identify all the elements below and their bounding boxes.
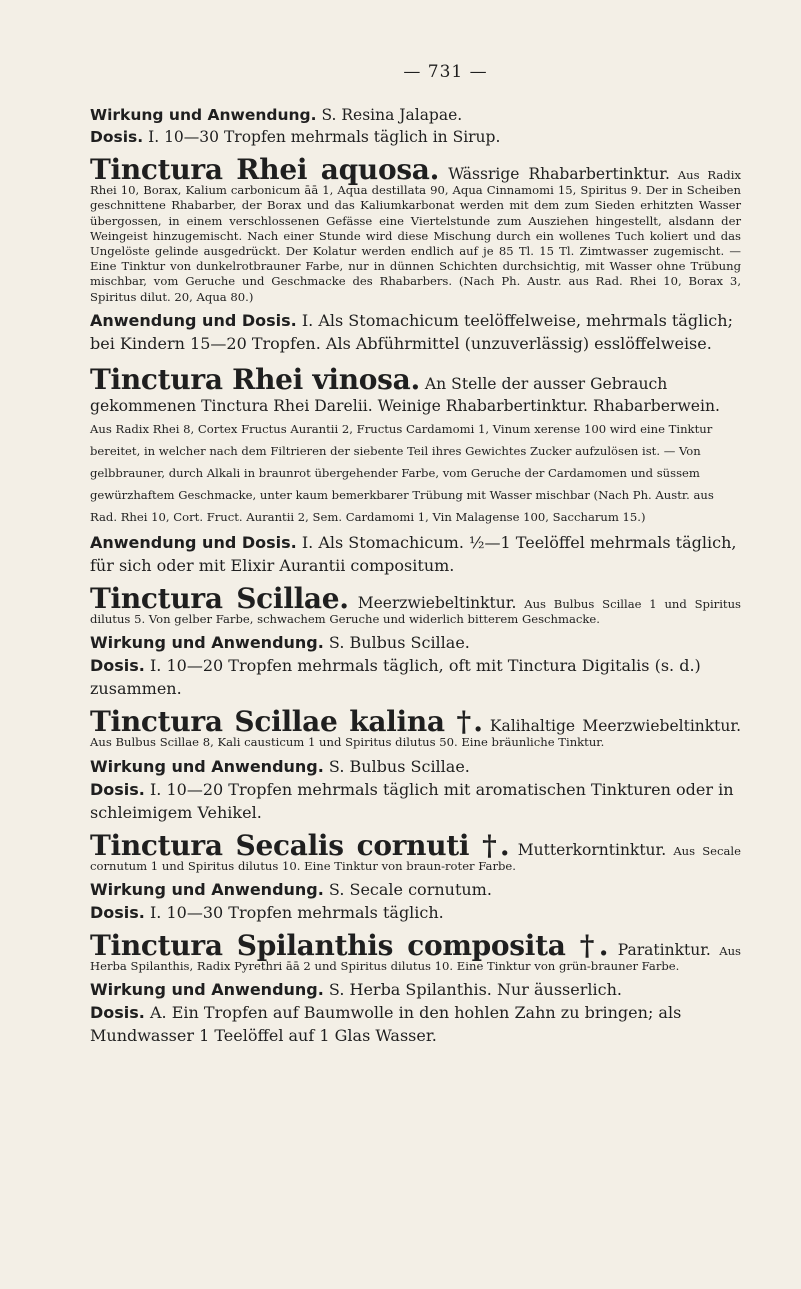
- entry-secalis-cornuti: [90, 828, 742, 924]
- entry-body: Aus Bulbus Scillae 1 und Spiritus dilutus 5. Von gelber Farbe, schwachem Geruche und widerlich bitterem Geschmacke.: [90, 596, 741, 627]
- entry-rhei-aquosa: [90, 153, 741, 355]
- entry-body: Aus Radix Rhei 8, Cortex Fructus Aurantii 2, Fructus Cardamomi 1, Vinum xerense 100 wird eine Tinktur bereitet, in welcher nach dem Filtrieren der siebente Teil ihres Gewichtes Zucker aufzulösen ist. — Von gelbbrauner, durch Alkali in braunrot übergehender Farbe, vom Geruche der Cardamomen und süssem gewürzhaftem Geschmacke, unter kaum bemerkbarer Trübung mit Wasser mischbar (Nach Ph. Austr. aus Rad. Rhei 10, Cort. Fruct. Aurantii 2, Sem. Cardamomi 1, Vin Malagense 100, Saccharum 15.): [90, 421, 714, 524]
- entry-body: Aus Radix Rhei 10, Borax, Kalium carbonicum āā 1, Aqua destillata 90, Aqua Cinnamomi 15, Spiritus 9. Der in Scheiben geschnittene Rhabarber, der Borax und das Kaliumkarbonat werden mit dem zum Sieden erhitzten Wasser übergossen, in einem verschlossenen Gefässe eine Viertelstunde zum Ausziehen hingestellt, alsdann der Weingeist hinzugemischt. Nach einer Stunde wird diese Mischung durch ein wollenes Tuch koliert und das Ungelöste gelinde ausgedrückt. Der Kolatur werden endlich auf je 85 Tl. 15 Tl. Zimtwasser zugemischt. — Eine Tinktur von dunkelrotbrauner Farbe, nur in dünnen Schichten durchsichtig, mit Wasser ohne Trübung mischbar, vom Geruche und Geschmacke des Rhabarbers. (Nach Ph. Austr. aus Rad. Rhei 10, Borax 3, Spiritus dilut. 20, Aqua 80.): [90, 168, 741, 304]
- entry-body: Aus Secale cornutum 1 und Spiritus dilutus 10. Eine Tinktur von braun-roter Farbe.: [90, 843, 742, 873]
- entry-rhei-vinosa: [90, 362, 741, 577]
- label-use: Wirkung und Anwendung.: [90, 756, 324, 776]
- entry-dose: [90, 1001, 741, 1047]
- dose-text: I. 10—20 Tropfen mehrmals täglich, oft mit Tinctura Digitalis (s. d.) zusammen.: [90, 656, 701, 699]
- entry-subtitle: Paratinktur.: [608, 941, 711, 960]
- entry-dose: [90, 654, 741, 700]
- use-text: S. Bulbus Scillae.: [323, 633, 470, 653]
- text: I. 10—30 Tropfen mehrmals täglich in Sirup.: [143, 128, 501, 146]
- dose-text: I. 10—30 Tropfen mehrmals täglich.: [144, 903, 444, 923]
- dose-text: I. 10—20 Tropfen mehrmals täglich mit aromatischen Tinkturen oder in schleimigem Vehikel.: [90, 779, 734, 822]
- entry-title: Tinctura Rhei aquosa.: [90, 153, 440, 186]
- top-line-2: [90, 126, 741, 148]
- label-use: Wirkung und Anwendung.: [90, 633, 324, 653]
- use-text: S. Herba Spilanthis. Nur äusserlich.: [323, 980, 622, 1000]
- entry-subtitle: Meerzwiebeltinktur.: [348, 593, 517, 612]
- label-use: Anwendung und Dosis.: [90, 532, 297, 552]
- label-dose: Dosis.: [90, 779, 145, 799]
- use-text: S. Bulbus Scillae.: [323, 756, 470, 776]
- label-use: Wirkung und Anwendung.: [90, 980, 324, 1000]
- entry-use: [90, 978, 741, 1001]
- entry-body: Aus Herba Spilanthis, Radix Pyrethri āā 2 und Spiritus dilutus 10. Eine Tinktur von grün-brauner Farbe.: [90, 944, 741, 974]
- label-dosis: Dosis.: [90, 128, 144, 146]
- entry-use: [90, 755, 741, 778]
- entry-title: Tinctura Rhei vinosa.: [90, 362, 420, 396]
- entry-title: Tinctura Scillae kalina †.: [90, 705, 483, 739]
- entry-use: [90, 309, 741, 355]
- entry-use: [90, 531, 741, 577]
- entry-scillae: [90, 581, 741, 700]
- entry-use: [90, 878, 741, 901]
- page-number: — 731 —: [403, 62, 488, 82]
- top-line-1: [90, 104, 741, 126]
- entry-dose: [90, 901, 741, 924]
- entry-subtitle: Kalihaltige Meerzwiebeltinktur.: [482, 717, 742, 736]
- label-use: Anwendung und Dosis.: [90, 310, 297, 330]
- entry-body: Aus Bulbus Scillae 8, Kali causticum 1 und Spiritus dilutus 50. Eine bräunliche Tinktur.: [90, 735, 605, 750]
- entry-dose: [90, 778, 741, 824]
- label-wirkung: Wirkung und Anwendung.: [90, 106, 317, 124]
- use-text: I. Als Stomachicum. ½—1 Teelöffel mehrmals täglich, für sich oder mit Elixir Aurantii compositum.: [90, 532, 737, 575]
- entry-title: Tinctura Secalis cornuti †.: [90, 828, 510, 862]
- text: S. Resina Jalapae.: [316, 106, 463, 124]
- dose-text: A. Ein Tropfen auf Baumwolle in den hohlen Zahn zu bringen; als Mundwasser 1 Teelöffel auf 1 Glas Wasser.: [90, 1003, 682, 1046]
- entry-subtitle: Mutterkorntinktur.: [509, 840, 667, 859]
- label-dose: Dosis.: [90, 656, 145, 676]
- entry-subtitle: Wässrige Rhabarbertinktur.: [439, 165, 670, 183]
- label-dose: Dosis.: [90, 903, 145, 923]
- entry-use: [90, 631, 741, 654]
- entry-title: Tinctura Scillae.: [90, 581, 349, 615]
- entry-spilanthis-composita: [90, 929, 741, 1047]
- entry-title: Tinctura Spilanthis composita †.: [90, 929, 609, 963]
- entry-subtitle: An Stelle der ausser Gebrauch gekommenen Tinctura Rhei Darelii. Weinige Rhabarbertinktur. Rhabarberwein.: [90, 374, 721, 415]
- label-dose: Dosis.: [90, 1003, 145, 1023]
- use-text: I. Als Stomachicum teelöffelweise, mehrmals täglich; bei Kindern 15—20 Tropfen. Als Abführmittel (unzuverlässig) esslöffelweise.: [90, 310, 733, 353]
- use-text: S. Secale cornutum.: [323, 880, 492, 900]
- label-use: Wirkung und Anwendung.: [90, 880, 324, 900]
- entry-scillae-kalina: [90, 705, 742, 823]
